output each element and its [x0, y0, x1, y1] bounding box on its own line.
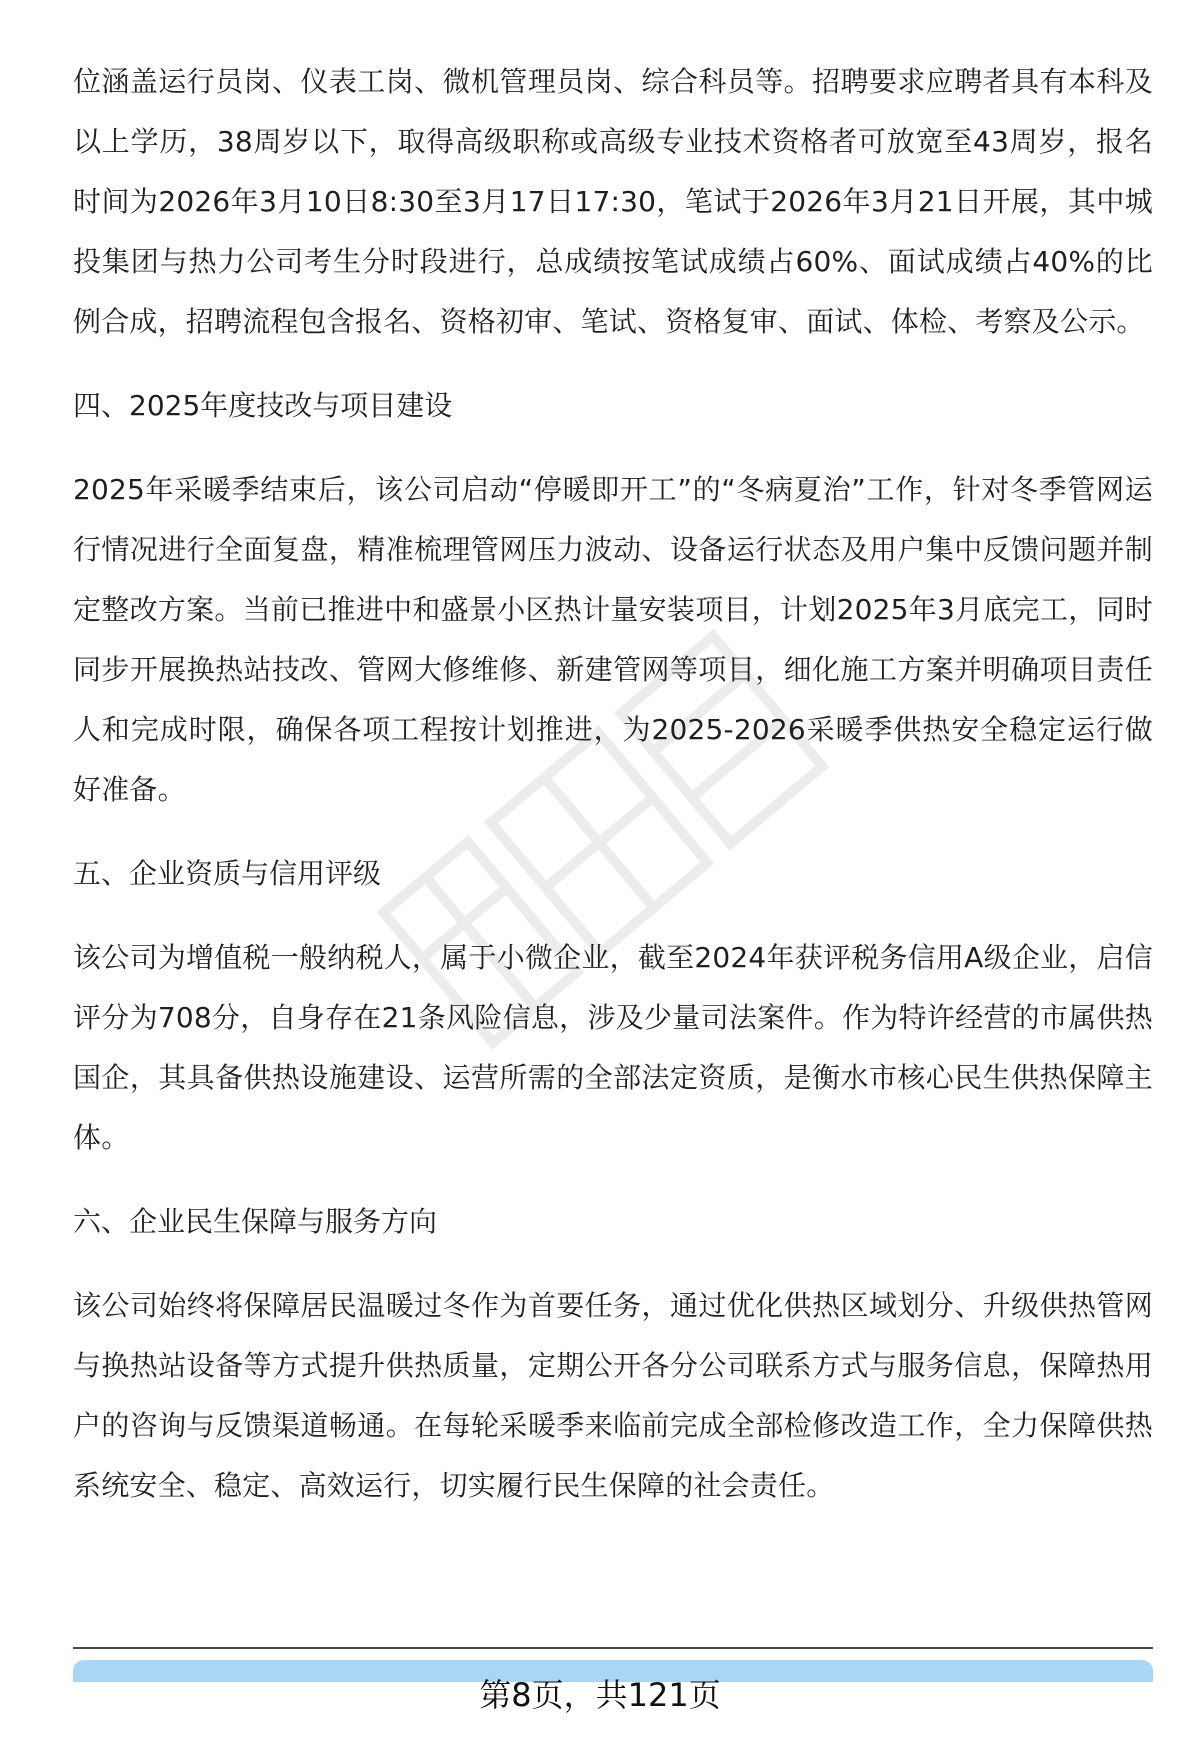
page-number: 第8页，共121页 — [479, 1676, 721, 1714]
document-body — [73, 52, 1153, 1516]
section-heading-tech-upgrade: 四、2025年度技改与项目建设 — [73, 389, 453, 422]
section-paragraph-tech-upgrade: 2025年采暖季结束后，该公司启动“停暖即开工”的“冬病夏治”工作，针对冬季管网运行情况进行全面复盘，精准梳理管网压力波动、设备运行状态及用户集中反馈问题并制定整改方案。当前已推进中和盛景小区热计量安装项目，计划2025年3月底完工，同时同步开展换热站技改、管网大修维修、新建管网等项目，细化施工方案并明确项目责任人和完成时限，确保各项工程按计划推进，为2025-2026采暖季供热安全稳定运行做好准备。 — [73, 473, 1153, 806]
footer-divider — [73, 1647, 1153, 1649]
section-paragraph-service: 该公司始终将保障居民温暖过冬作为首要任务，通过优化供热区域划分、升级供热管网与换热站设备等方式提升供热质量，定期公开各分公司联系方式与服务信息，保障热用户的咨询与反馈渠道畅通。在每轮采暖季来临前完成全部检修改造工作，全力保障供热系统安全、稳定、高效运行，切实履行民生保障的社会责任。 — [73, 1289, 1153, 1502]
section-heading-qualification: 五、企业资质与信用评级 — [73, 857, 382, 890]
section-heading-service: 六、企业民生保障与服务方向 — [73, 1205, 438, 1238]
section-paragraph-qualification: 该公司为增值税一般纳税人，属于小微企业，截至2024年获评税务信用A级企业，启信评分为708分，自身存在21条风险信息，涉及少量司法案件。作为特许经营的市属供热国企，其具备供热设施建设、运营所需的全部法定资质，是衡水市核心民生供热保障主体。 — [73, 941, 1153, 1154]
intro-paragraph: 位涵盖运行员岗、仪表工岗、微机管理员岗、综合科员等。招聘要求应聘者具有本科及以上学历，38周岁以下，取得高级职称或高级专业技术资格者可放宽至43周岁，报名时间为2026年3月10日8:30至3月17日17:30，笔试于2026年3月21日开展，其中城投集团与热力公司考生分时段进行，总成绩按笔试成绩占60%、面试成绩占40%的比例合成，招聘流程包含报名、资格初审、笔试、资格复审、面试、体检、考察及公示。 — [73, 65, 1153, 338]
